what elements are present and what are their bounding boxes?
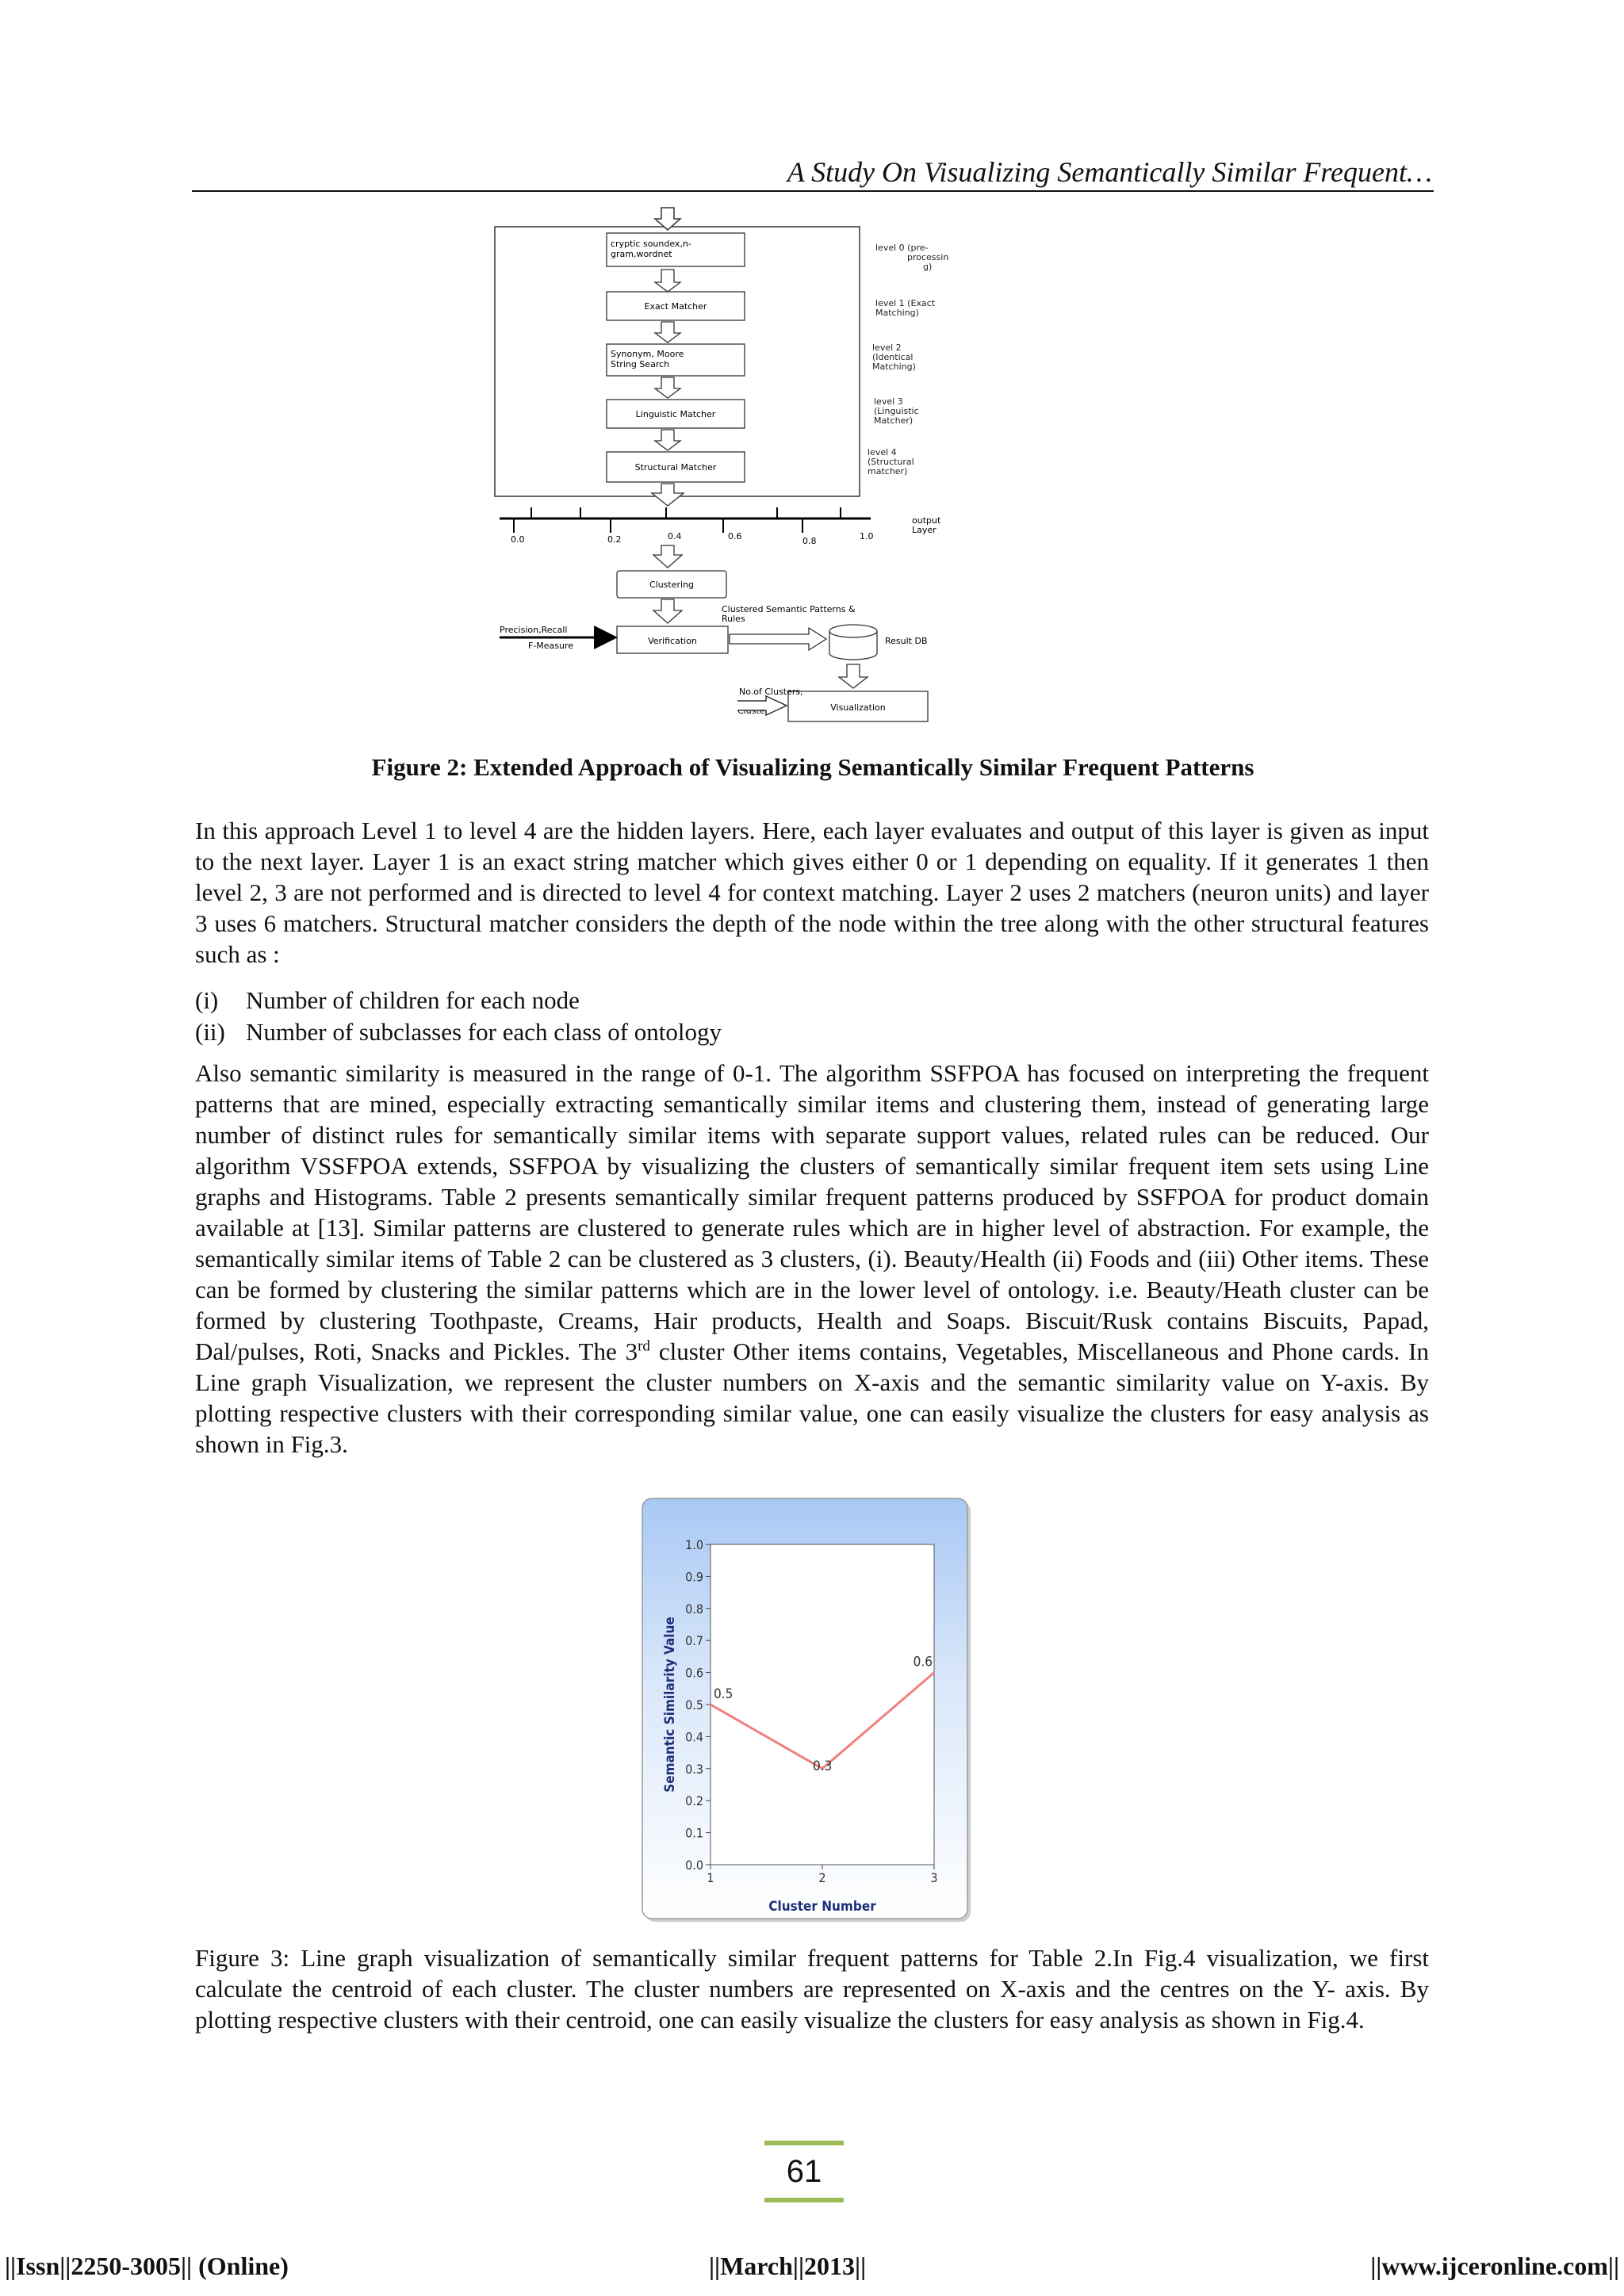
arrow-to-visualization (839, 664, 868, 688)
level0-line1: level 0 (pre- (875, 243, 929, 253)
y-tick-label-10: 1.0 (685, 1537, 703, 1552)
figure-3-line-chart (641, 1497, 974, 1925)
arrow-0-1 (655, 270, 680, 292)
level0-line2: processin (907, 252, 949, 262)
paragraph-2-part-b: cluster Other items contains, Vegetables, Miscellaneous and Phone cards. In Line graph Visualization, we represent the cluster numbers on X-axis and the semantic similarity value on Y-axis. By plotting respective clusters with their corresponding similar value, one can easily visualize the clusters for easy analysis as shown in Fig.3. (195, 1337, 1429, 1458)
y-tick-label-6: 0.6 (685, 1665, 703, 1681)
clustered-label-line2: Rules (722, 614, 745, 624)
list-item-2 (195, 1016, 722, 1047)
list-item-1 (195, 985, 580, 1016)
page-number: 61 (786, 2154, 822, 2189)
clustered-label-line1: Clustered Semantic Patterns & (722, 604, 856, 614)
level1-line1: level 1 (Exact (875, 298, 936, 308)
x-axis-label: Cluster Number (768, 1899, 876, 1915)
list-item-2-text: Number of subclasses for each class of ontology (246, 1018, 722, 1046)
x-tick-label-0: 1 (707, 1870, 714, 1885)
box-exact-matcher-label: Exact Matcher (644, 301, 707, 312)
box-preprocessing-line1: cryptic soundex,n- (611, 239, 691, 249)
footer-website: ||www.ijceronline.com|| (1370, 2252, 1619, 2280)
box-clustering-label: Clustering (649, 580, 695, 590)
data-label-2: 0.6 (913, 1654, 933, 1670)
arrow-to-verification (653, 599, 682, 623)
noclusters-label: No.of Clusters, (739, 687, 803, 697)
figure-2-diagram (476, 206, 1031, 729)
output-layer-line2: Layer (912, 525, 936, 535)
level2-line2: (Identical (872, 352, 914, 362)
list-item-1-num: (i) (195, 986, 219, 1014)
tick-label-4: 0.8 (802, 536, 817, 546)
y-tick-label-5: 0.5 (685, 1697, 703, 1712)
level3-line1: level 3 (874, 396, 903, 407)
precision-recall-label: Precision,Recall (500, 625, 568, 635)
level1-line2: Matching) (875, 308, 919, 318)
paragraph-3: Figure 3: Line graph visualization of semantically similar frequent patterns for Table 2.In Fig.4 visualization, we first calculate the centroid of each cluster. The cluster numbers are represented on X-axis and the centres on the Y- axis. By plotting respective clusters with their centroid, one can easily visualize the clusters for easy analysis as shown in Fig.4. (195, 1944, 1429, 2034)
superscript-rd: rd (638, 1337, 650, 1355)
box-verification-label: Verification (648, 636, 697, 646)
arrow-to-clustering (653, 545, 682, 568)
output-layer-line1: output (912, 515, 941, 526)
y-tick-label-1: 0.1 (685, 1825, 703, 1841)
tick-label-2: 0.4 (668, 531, 682, 541)
result-db-label: Result DB (885, 636, 928, 646)
level4-line2: (Structural (868, 457, 914, 467)
arrow-to-output (652, 484, 684, 506)
level3-line2: (Linguistic (874, 406, 919, 416)
footer-issn: ||Issn||2250-3005|| (Online) (5, 2252, 289, 2280)
y-axis-label: Semantic Similarity Value (662, 1617, 678, 1793)
paragraph-2-part-a: Also semantic similarity is measured in the range of 0-1. The algorithm SSFPOA has focused on interpreting the frequent patterns that are mined, especially extracting semantically similar items and clustering them, instead of generating large number of distinct rules for semantically similar items with separate support values, related rules can be reduced. Our algorithm VSSFPOA extends, SSFPOA by visualizing the clusters of semantically similar frequent item sets using Line graphs and Histograms. Table 2 presents semantically similar frequent patterns produced by SSFPOA for product domain available at [13]. Similar patterns are clustered to generate rules which are in higher level of abstraction. For example, the semantically similar items of Table 2 can be clustered as 3 clusters, (i). Beauty/Health (ii) Foods and (iii) Other items. These can be formed by clustering the similar patterns which are in the lower level of ontology. i.e. Beauty/Heath cluster can be formed by clustering Toothpaste, Creams, Hair products, Health and Soaps. Biscuit/Rusk contains Biscuits, Papad, Dal/pulses, Roti, Snacks and Pickles. The 3 (195, 1059, 1429, 1365)
box-visualization-label: Visualization (830, 702, 886, 713)
x-tick-label-1: 2 (818, 1870, 826, 1885)
level3-line3: Matcher) (874, 415, 914, 426)
y-tick-label-8: 0.8 (685, 1601, 703, 1617)
box-linguistic-label: Linguistic Matcher (635, 409, 716, 419)
header-rule (192, 190, 1434, 192)
y-tick-label-9: 0.9 (685, 1569, 703, 1585)
data-label-1: 0.3 (813, 1758, 833, 1774)
fmeasure-label: F-Measure (528, 641, 574, 651)
arrow-to-result-db (730, 628, 826, 650)
list-item-2-num: (ii) (195, 1018, 225, 1046)
level2-line1: level 2 (872, 342, 902, 353)
page-number-block (764, 2141, 844, 2202)
arrow-1-2 (655, 322, 680, 342)
arrow-2-3 (655, 377, 680, 398)
figure-2-caption: Figure 2: Extended Approach of Visualizing Semantically Similar Frequent Patterns (371, 753, 1254, 781)
y-tick-label-2: 0.2 (685, 1793, 703, 1809)
box-synonym-line2: String Search (611, 359, 670, 369)
output-ticks (514, 507, 841, 533)
arrow-3-4 (655, 430, 680, 450)
level2-line3: Matching) (872, 362, 916, 372)
level-labels (868, 243, 948, 476)
page-number-rule-bottom (764, 2198, 844, 2202)
level0-line3: g) (923, 262, 933, 272)
tick-label-5: 1.0 (860, 531, 874, 541)
y-tick-label-4: 0.4 (685, 1729, 703, 1745)
y-tick-label-3: 0.3 (685, 1761, 703, 1777)
footer-date: ||March||2013|| (709, 2252, 867, 2280)
x-tick-label-2: 3 (930, 1870, 938, 1885)
data-label-0: 0.5 (714, 1686, 733, 1702)
paragraph-1: In this approach Level 1 to level 4 are the hidden layers. Here, each layer evaluates and output of this layer is given as input to the next layer. Layer 1 is an exact string matcher which gives either 0 or 1 depending on equality. If it generates 1 then level 2, 3 are not performed and is directed to level 4 for context matching. Layer 2 uses 2 matchers (neuron units) and layer 3 uses 6 matchers. Structural matcher considers the depth of the node within the tree along with the other structural features such as : (195, 817, 1429, 968)
y-tick-label-7: 0.7 (685, 1633, 703, 1649)
running-header: A Study On Visualizing Semantically Similar Frequent… (787, 156, 1432, 188)
paragraph-2 (195, 1058, 1429, 1460)
output-tick-labels (511, 531, 874, 546)
tick-label-3: 0.6 (728, 531, 742, 541)
box-preprocessing-line2: gram,wordnet (611, 249, 672, 259)
level4-line1: level 4 (868, 447, 897, 457)
box-structural-label: Structural Matcher (634, 462, 717, 473)
box-synonym-line1: Synonym, Moore (611, 349, 684, 359)
list-item-1-text: Number of children for each node (246, 986, 580, 1014)
tick-label-0: 0.0 (511, 534, 525, 545)
tick-label-1: 0.2 (607, 534, 622, 545)
y-tick-label-0: 0.0 (685, 1858, 703, 1873)
plot-area (710, 1544, 934, 1865)
result-db-icon (829, 625, 877, 660)
level4-line3: matcher) (868, 466, 908, 476)
